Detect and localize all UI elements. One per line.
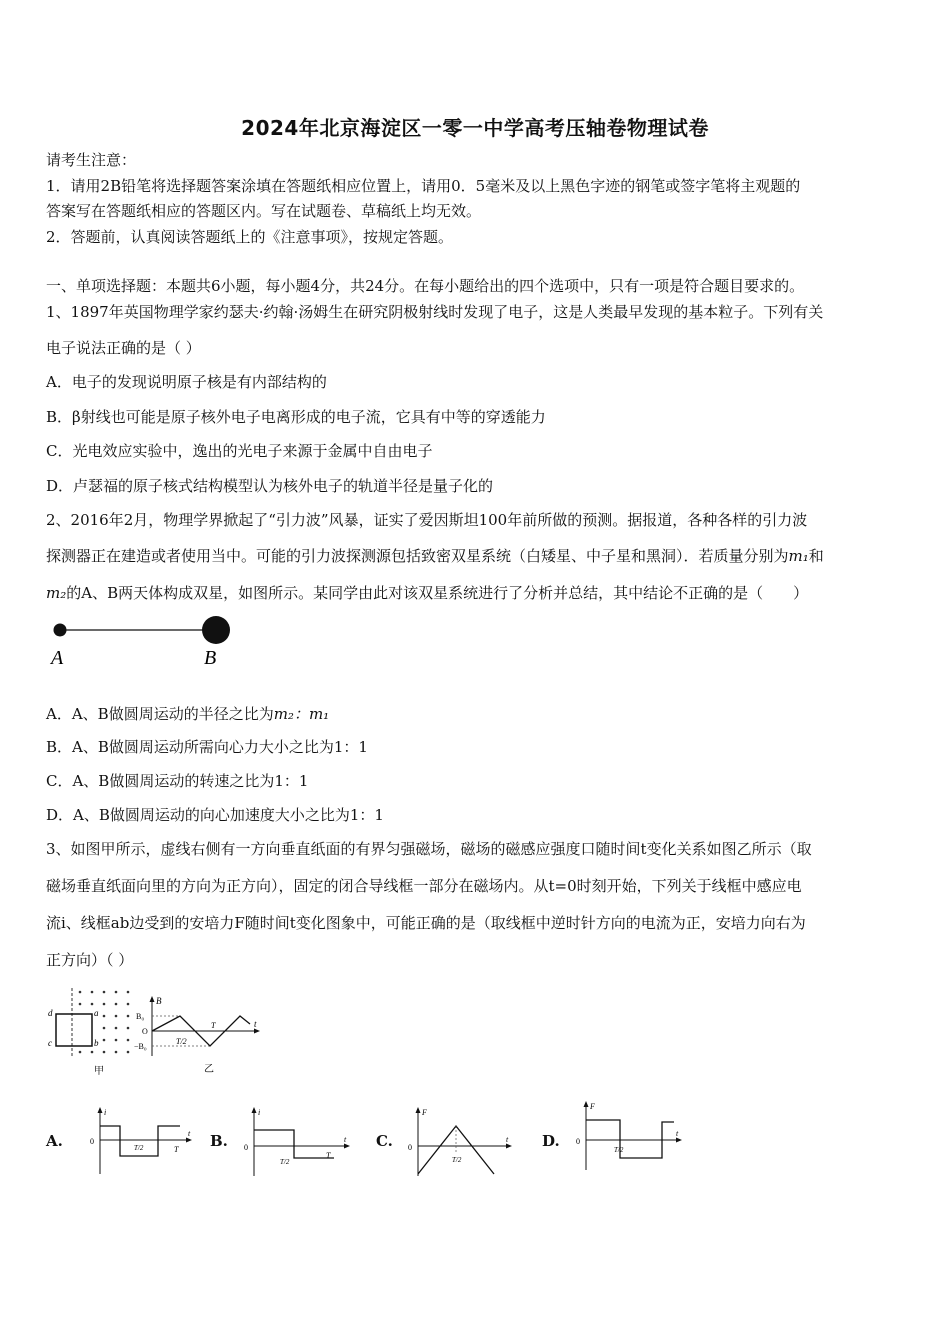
q2-stem-line-3-text: 的A、B两天体构成双星，如图所示。某同学由此对该双星系统进行了分析并总结，其中结论不正确的是（ ） bbox=[66, 584, 809, 602]
q1-option-a: A．电子的发现说明原子核是有内部结构的 bbox=[46, 373, 327, 391]
q3-yi-y-arrow bbox=[150, 996, 155, 1002]
q3-option-c-label: C. bbox=[376, 1132, 393, 1150]
q3-wire-loop bbox=[56, 1014, 92, 1046]
field-dot bbox=[127, 991, 130, 994]
field-dot bbox=[115, 1003, 118, 1006]
field-dot bbox=[115, 991, 118, 994]
field-dot bbox=[103, 1039, 106, 1042]
field-dot bbox=[127, 1039, 130, 1042]
q3-graph-d-axis-y: F bbox=[590, 1102, 595, 1111]
q2-option-d: D．A、B做圆周运动的向心加速度大小之比为1：1 bbox=[46, 806, 384, 824]
field-dot bbox=[115, 1051, 118, 1054]
q3-label-c: c bbox=[48, 1038, 52, 1048]
field-dot bbox=[127, 1027, 130, 1030]
q3-graph-a-axis-t: t bbox=[188, 1129, 191, 1138]
q2-stem-line-1: 2、2016年2月，物理学界掀起了“引力波”风暴，证实了爱因斯坦100年前所做的预测。据报道，各种各样的引力波 bbox=[46, 511, 808, 529]
q3-graph-d-t-half: T/2 bbox=[614, 1146, 624, 1154]
q3-graph-a bbox=[84, 1104, 196, 1178]
notice-item-2: 2．答题前，认真阅读答题纸上的《注意事项》，按规定答题。 bbox=[46, 228, 454, 246]
field-dot bbox=[103, 1051, 106, 1054]
q3-graph-a-axis-y: i bbox=[104, 1108, 107, 1117]
q3-graph-b-y-arrow bbox=[252, 1107, 257, 1113]
q3-graph-c-x-arrow bbox=[506, 1144, 512, 1149]
q3-option-a-label: A. bbox=[46, 1132, 63, 1150]
q3-graph-d bbox=[572, 1098, 688, 1174]
notice-heading: 请考生注意： bbox=[46, 151, 137, 169]
field-dot bbox=[79, 1003, 82, 1006]
q1-stem-line-2: 电子说法正确的是（ ） bbox=[46, 339, 201, 357]
field-dot bbox=[103, 1027, 106, 1030]
q2-star-b bbox=[202, 616, 230, 644]
q3-graph-b-t-half: T/2 bbox=[280, 1158, 290, 1166]
q2-star-a bbox=[54, 624, 67, 637]
q3-graph-b-curve bbox=[254, 1130, 334, 1158]
q3-graph-d-x-arrow bbox=[676, 1138, 682, 1143]
q1-option-c: C．光电效应实验中，逸出的光电子来源于金属中自由电子 bbox=[46, 442, 433, 460]
q3-label-b: b bbox=[94, 1038, 99, 1048]
field-dot bbox=[115, 1027, 118, 1030]
q3-graph-b bbox=[238, 1104, 354, 1180]
q2-mass-m2: m₂ bbox=[46, 584, 67, 602]
q3-field-dots bbox=[79, 991, 130, 1054]
field-dot bbox=[115, 1015, 118, 1018]
q3-stem-line-3: 流i、线框ab边受到的安培力F随时间t变化图象中，可能正确的是（取线框中逆时针方向的电流为正，安培力向右为 bbox=[46, 914, 806, 932]
q3-caption-yi: 乙 bbox=[204, 1064, 214, 1075]
field-dot bbox=[103, 991, 106, 994]
q3-label-d: d bbox=[48, 1008, 53, 1018]
q3-graph-c bbox=[404, 1104, 516, 1180]
q2-binary-star-figure bbox=[40, 612, 250, 672]
q3-graph-a-y-arrow bbox=[98, 1107, 103, 1113]
q3-graph-c-origin: 0 bbox=[408, 1143, 412, 1152]
q3-graph-c-axis-t: t bbox=[506, 1135, 509, 1144]
q3-yi-axis-t: t bbox=[254, 1019, 257, 1029]
field-dot bbox=[127, 1015, 130, 1018]
q3-graph-c-t-half: T/2 bbox=[452, 1156, 462, 1164]
q3-stem-line-1: 3、如图甲所示，虚线右侧有一方向垂直纸面的有界匀强磁场，磁场的磁感应强度口随时间t变化关系如图乙所示（取 bbox=[46, 840, 812, 858]
q3-stem-line-4: 正方向）（ ） bbox=[46, 951, 134, 969]
field-dot bbox=[103, 1015, 106, 1018]
q3-graph-c-y-arrow bbox=[416, 1107, 421, 1113]
q2-mass-m1: m₁ bbox=[788, 547, 809, 565]
q3-yi-neg-b0: −B₀ bbox=[134, 1042, 147, 1051]
q1-stem-line-1: 1、1897年英国物理学家约瑟夫·约翰·汤姆生在研究阴极射线时发现了电子，这是人类最早发现的基本粒子。下列有关 bbox=[46, 303, 824, 321]
q3-graph-a-t-half: T/2 bbox=[134, 1144, 144, 1152]
q3-graph-a-origin: 0 bbox=[90, 1137, 94, 1146]
field-dot bbox=[103, 1003, 106, 1006]
q3-figure-jia bbox=[44, 986, 134, 1078]
q3-yi-origin: O bbox=[142, 1027, 148, 1036]
q2-label-a: A bbox=[51, 647, 64, 669]
q1-option-b: B．β射线也可能是原子核外电子电离形成的电子流，它具有中等的穿透能力 bbox=[46, 408, 546, 426]
q2-stem-line-2 bbox=[46, 546, 824, 566]
q2-label-b: B bbox=[204, 647, 217, 669]
q3-graph-a-x-arrow bbox=[186, 1138, 192, 1143]
q3-graph-a-t-full: T bbox=[174, 1145, 179, 1154]
q3-graph-b-t-full: T bbox=[326, 1151, 331, 1160]
q3-option-b-label: B. bbox=[210, 1132, 228, 1150]
q2-option-b: B．A、B做圆周运动所需向心力大小之比为1：1 bbox=[46, 738, 368, 756]
q3-label-a: a bbox=[94, 1008, 99, 1018]
field-dot bbox=[79, 991, 82, 994]
q3-graph-b-origin: 0 bbox=[244, 1143, 248, 1152]
q2-stem-and: 和 bbox=[808, 547, 824, 565]
q3-graph-b-axis-y: i bbox=[258, 1108, 261, 1117]
q3-graph-d-curve bbox=[586, 1120, 674, 1158]
q3-yi-axis-b: B bbox=[156, 996, 162, 1006]
q3-caption-jia: 甲 bbox=[94, 1066, 104, 1077]
q3-graph-c-axis-y: F bbox=[422, 1108, 427, 1117]
field-dot bbox=[127, 1051, 130, 1054]
q2-stem-line-3 bbox=[46, 583, 808, 603]
q3-figure-yi bbox=[134, 994, 264, 1078]
q3-yi-t-half: T/2 bbox=[176, 1037, 187, 1046]
q2-option-a-ratio: m₂：m₁ bbox=[273, 705, 330, 723]
q1-option-d: D．卢瑟福的原子核式结构模型认为核外电子的轨道半径是量子化的 bbox=[46, 477, 494, 495]
field-dot bbox=[91, 991, 94, 994]
q3-yi-x-arrow bbox=[254, 1029, 260, 1034]
q3-stem-line-2: 磁场垂直纸面向里的方向为正方向），固定的闭合导线框一部分在磁场内。从t=0时刻开始，下列关于线框中感应电 bbox=[46, 877, 802, 895]
q3-yi-t-full: T bbox=[211, 1021, 216, 1030]
q2-option-a-text: A．A、B做圆周运动的半径之比为 bbox=[46, 705, 274, 723]
notice-item-1-line-1: 1．请用2B铅笔将选择题答案涂填在答题纸相应位置上，请用0．5毫米及以上黑色字迹的钢笔或签字笔将主观题的 bbox=[46, 177, 801, 195]
q3-option-d-label: D. bbox=[542, 1132, 560, 1150]
notice-item-1-line-2: 答案写在答题纸相应的答题区内。写在试题卷、草稿纸上均无效。 bbox=[46, 202, 482, 220]
q3-yi-b0: B₀ bbox=[136, 1012, 145, 1021]
q3-graph-b-x-arrow bbox=[344, 1144, 350, 1149]
page-title: 2024年北京海淀区一零一中学高考压轴卷物理试卷 bbox=[241, 116, 709, 140]
q3-graph-d-axis-t: t bbox=[676, 1129, 679, 1138]
section-heading: 一、单项选择题：本题共6小题，每小题4分，共24分。在每小题给出的四个选项中，只有一项是符合题目要求的。 bbox=[46, 277, 805, 295]
q2-option-c: C．A、B做圆周运动的转速之比为1：1 bbox=[46, 772, 309, 790]
field-dot bbox=[91, 1003, 94, 1006]
q3-graph-d-origin: 0 bbox=[576, 1137, 580, 1146]
q2-stem-line-2-text: 探测器正在建造或者使用当中。可能的引力波探测源包括致密双星系统（白矮星、中子星和黑洞）．若质量分别为 bbox=[46, 547, 789, 565]
q3-graph-d-y-arrow bbox=[584, 1101, 589, 1107]
q2-option-a bbox=[46, 704, 329, 724]
field-dot bbox=[115, 1039, 118, 1042]
field-dot bbox=[127, 1003, 130, 1006]
field-dot bbox=[91, 1051, 94, 1054]
q3-graph-b-axis-t: t bbox=[344, 1135, 347, 1144]
field-dot bbox=[79, 1051, 82, 1054]
